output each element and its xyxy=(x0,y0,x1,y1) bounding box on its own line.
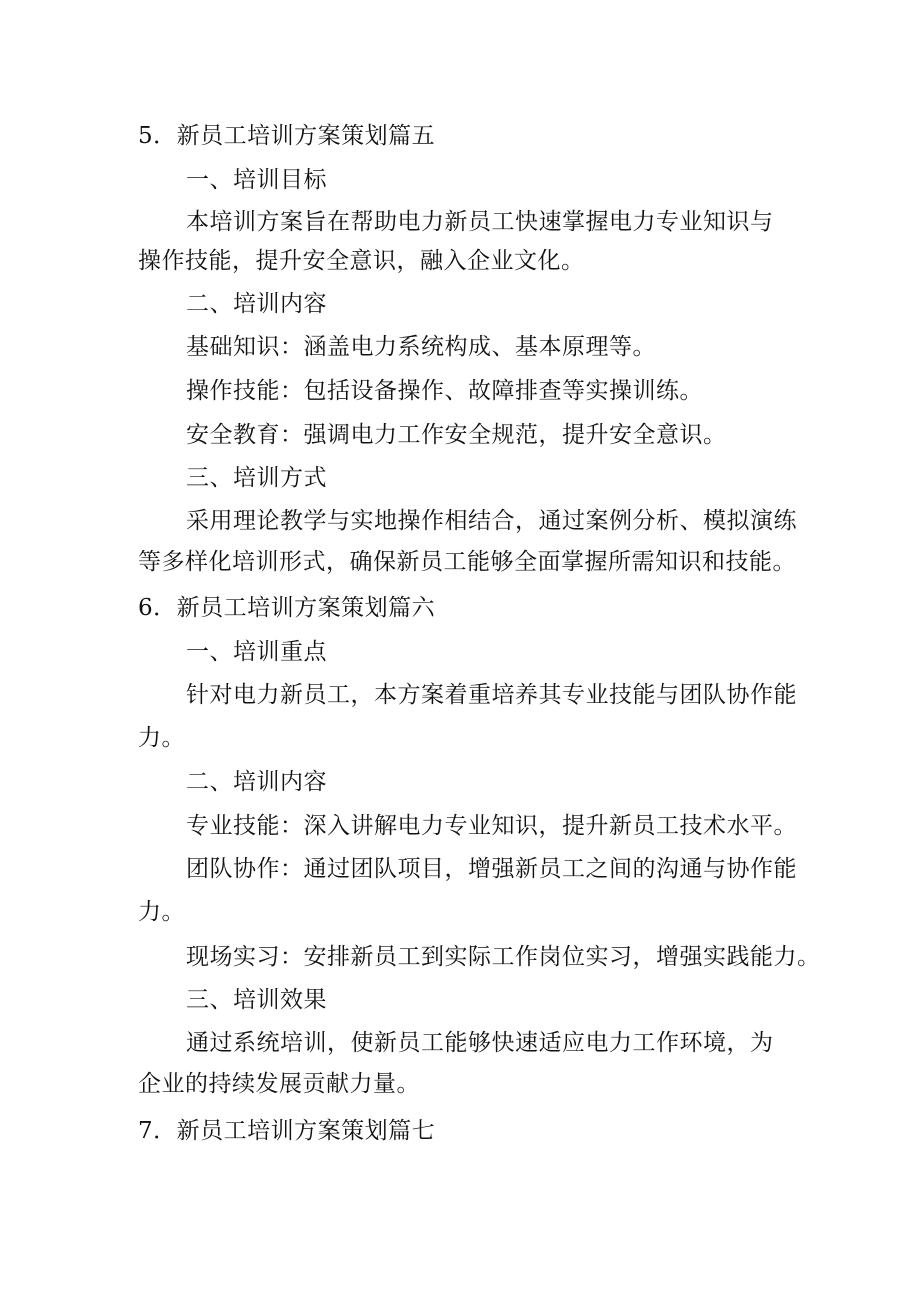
subheading: 二、培训内容 xyxy=(186,291,327,317)
paragraph-line: 力。 xyxy=(138,899,185,925)
paragraph-line: 等多样化培训形式，确保新员工能够全面掌握所需知识和技能。 xyxy=(138,549,796,575)
subheading: 一、培训重点 xyxy=(186,639,327,665)
subheading: 一、培训目标 xyxy=(186,167,327,193)
paragraph-line: 专业技能：深入讲解电力专业知识，提升新员工技术水平。 xyxy=(186,813,797,839)
section-heading: 5．新员工培训方案策划篇五 xyxy=(138,123,436,149)
paragraph-line: 本培训方案旨在帮助电力新员工快速掌握电力专业知识与 xyxy=(186,209,774,235)
paragraph-line: 针对电力新员工，本方案着重培养其专业技能与团队协作能 xyxy=(186,682,797,708)
subheading: 三、培训效果 xyxy=(186,987,327,1013)
paragraph-line: 采用理论教学与实地操作相结合，通过案例分析、模拟演练 xyxy=(186,508,797,534)
paragraph-line: 力。 xyxy=(138,725,185,751)
paragraph-line: 企业的持续发展贡献力量。 xyxy=(138,1071,420,1097)
paragraph-line: 现场实习：安排新员工到实际工作岗位实习，增强实践能力。 xyxy=(186,944,821,970)
subheading: 二、培训内容 xyxy=(186,769,327,795)
paragraph-line: 安全教育：强调电力工作安全规范，提升安全意识。 xyxy=(186,422,727,448)
section-heading: 6．新员工培训方案策划篇六 xyxy=(138,595,436,621)
paragraph-line: 通过系统培训，使新员工能够快速适应电力工作环境，为 xyxy=(186,1030,774,1056)
paragraph-line: 团队协作：通过团队项目，增强新员工之间的沟通与协作能 xyxy=(186,856,797,882)
paragraph-line: 基础知识：涵盖电力系统构成、基本原理等。 xyxy=(186,334,656,360)
section-heading: 7．新员工培训方案策划篇七 xyxy=(138,1118,436,1144)
paragraph-line: 操作技能，提升安全意识，融入企业文化。 xyxy=(138,248,585,274)
subheading: 三、培训方式 xyxy=(186,465,327,491)
paragraph-line: 操作技能：包括设备操作、故障排查等实操训练。 xyxy=(186,378,703,404)
